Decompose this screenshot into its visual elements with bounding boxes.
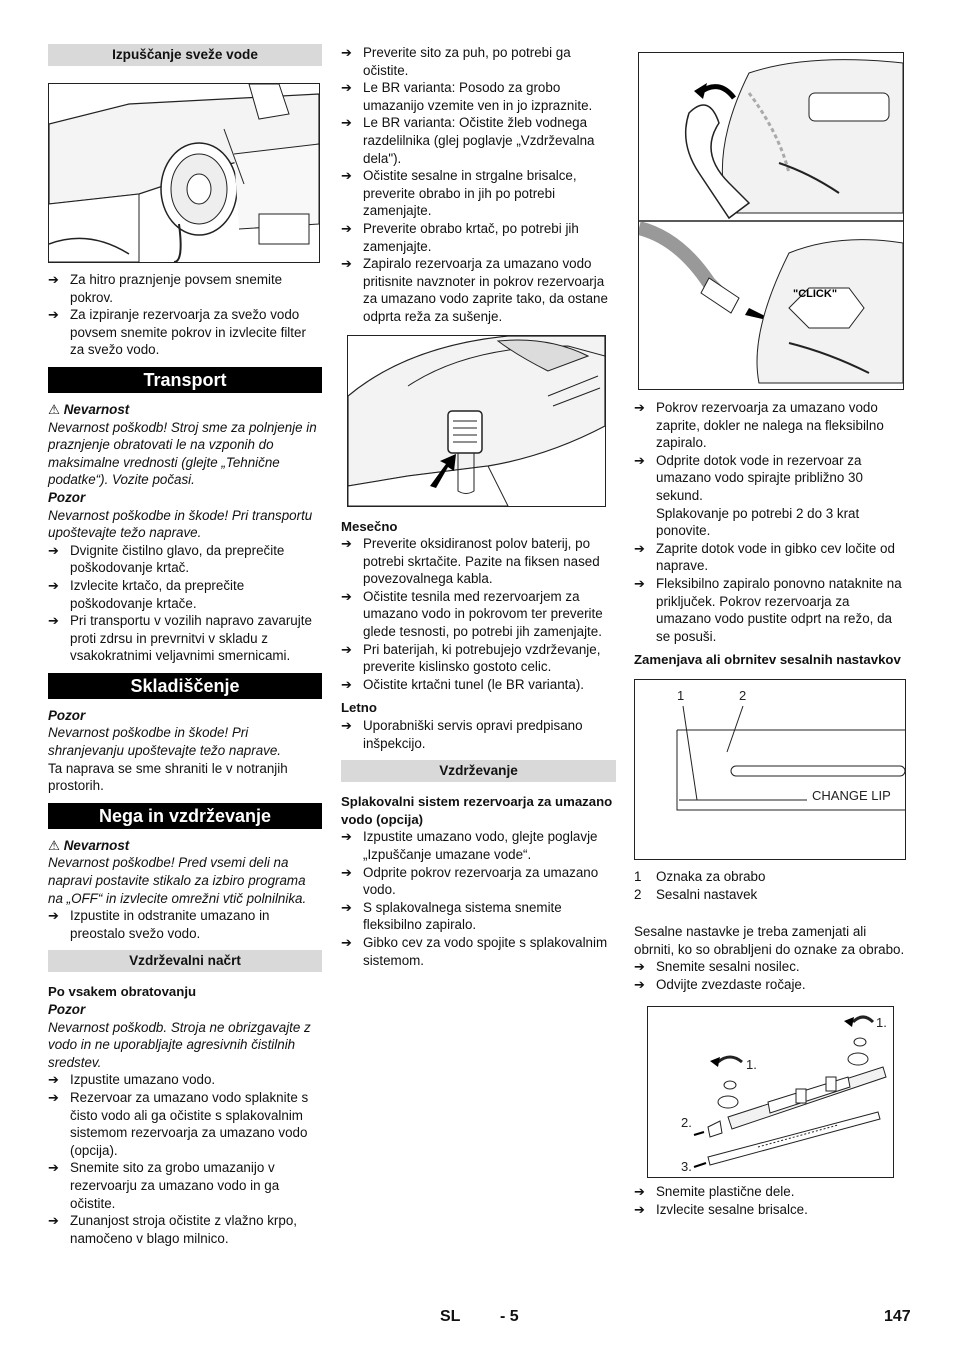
caution-text: Nevarnost poškodbe in škode! Pri transportu upoštevajte težo naprave. <box>48 507 313 541</box>
arrow-right-icon: ➔ <box>341 80 352 96</box>
callout-2: 2 <box>739 687 747 703</box>
arrow-right-icon: ➔ <box>48 1213 59 1229</box>
list-item: ➔ Odprite dotok vode in rezervoar za umazano vodo spirajte približno 30 sekund. <box>634 452 863 503</box>
list-item: ➔ Dvignite čistilno glavo, da preprečite poškodovanje krtač. <box>48 542 285 576</box>
arrow-right-icon: ➔ <box>634 540 645 556</box>
arrow-right-icon: ➔ <box>48 272 59 287</box>
caution-text: Nevarnost poškodb. Stroja ne obrizgavajte z vodo in ne uporabljajte agresivnih čistilnih sredstev. <box>48 1019 311 1070</box>
list-item: ➔ Zapiralo rezervoarja za umazano vodo pritisnite navznoter in pokrov rezervoarja za umazano vodo zaprite tako, da ostane odprta reža za sušenje. <box>341 256 608 324</box>
fresh-water-steps <box>48 271 322 359</box>
arrow-right-icon: ➔ <box>48 613 59 629</box>
storage-text: Ta naprava se sme shraniti le v notranjih prostorih. <box>48 760 288 794</box>
arrow-right-icon: ➔ <box>634 976 645 992</box>
list-item: ➔ Zaprite dotok vode in gibko cev ločite od naprave. <box>634 540 895 574</box>
section-heading-fresh-water: Izpuščanje sveže vode <box>48 44 322 66</box>
column-2 <box>341 44 616 969</box>
monthly-steps <box>341 535 616 693</box>
section-heading-maintenance-plan: Vzdrževalni načrt <box>48 950 322 972</box>
change-lip-label: CHANGE LIP <box>812 787 891 803</box>
figure-fresh-water-drain <box>48 83 320 263</box>
arrow-right-icon: ➔ <box>341 934 352 950</box>
list-item: ➔ Preverite obrabo krtač, po potrebi jih zamenjajte. <box>341 220 579 254</box>
after-each-steps <box>48 1071 322 1247</box>
arrow-right-icon: ➔ <box>48 542 59 558</box>
list-item: ➔ Preverite sito za puh, po potrebi ga očistite. <box>341 45 571 78</box>
arrow-right-icon: ➔ <box>341 718 352 734</box>
arrow-right-icon: ➔ <box>48 577 59 593</box>
danger-text: Nevarnost poškodbe! Pred vsemi deli na napravi postavite stikalo za izbiro programa na „OFF“ in izvlecite omrežni vtič polnilnika. <box>48 855 307 906</box>
list-item: ➔ Snemite sesalni nosilec. <box>634 959 800 975</box>
arrow-right-icon: ➔ <box>341 588 352 604</box>
section-heading-transport: Transport <box>48 367 322 393</box>
arrow-right-icon: ➔ <box>634 1202 645 1218</box>
step-1b-label: 1. <box>746 1057 757 1073</box>
list-item: ➔ Očistite krtačni tunel (le BR varianta). <box>341 676 585 692</box>
arrow-right-icon: ➔ <box>634 400 645 415</box>
list-item: ➔ Le BR varianta: Očistite žleb vodnega razdelilnika (glej poglavje „Vzdrževalna dela"). <box>341 115 595 166</box>
list-item: ➔ Preverite oksidiranost polov baterij, po potrebi skrtačite. Pazite na fiksen nased povezovalnega kabla. <box>341 536 600 587</box>
section-heading-maintenance: Vzdrževanje <box>341 760 616 782</box>
caution-text: Nevarnost poškodbe in škode! Pri shranjevanju upoštevajte težo naprave. <box>48 725 282 759</box>
arrow-right-icon: ➔ <box>341 536 352 552</box>
yearly-steps <box>341 717 616 752</box>
arrow-right-icon: ➔ <box>341 256 352 272</box>
list-item: ➔ Fleksibilno zapiralo ponovno nataknite na priključek. Pokrov rezervoarja za umazano vodo pustite odprt na režo, da se posuši. <box>634 575 902 644</box>
arrow-right-icon: ➔ <box>341 168 352 184</box>
subheading-after-each: Po vsakem obratovanju <box>48 984 197 1000</box>
plan-steps-continued <box>341 44 616 326</box>
list-item: ➔ Snemite sito za grobo umazanijo v rezervoarju za umazano vodo in ga očistite. <box>48 1160 280 1211</box>
caution-label: Pozor <box>48 1002 86 1017</box>
subheading-replace-lips: Zamenjava ali obrnitev sesalnih nastavkov <box>634 652 901 668</box>
page-footer <box>0 1308 954 1328</box>
arrow-right-icon: ➔ <box>48 908 59 924</box>
list-item: ➔ Snemite plastične dele. <box>634 1184 795 1200</box>
arrow-right-icon: ➔ <box>634 452 645 468</box>
subheading-monthly: Mesečno <box>341 518 398 534</box>
list-item: ➔ S splakovalnega sistema snemite fleksibilno zapiralo. <box>341 899 562 933</box>
rinse-note: Splakovanje po potrebi 2 do 3 krat ponovite. <box>656 505 860 539</box>
arrow-right-icon: ➔ <box>341 220 352 236</box>
list-item: ➔ Rezervoar za umazano vodo splaknite s čisto vodo ali ga očistite s splakovalnim sistemom rezervoarja za umazano vodo (opcija). <box>48 1089 309 1158</box>
replace-steps <box>634 958 906 993</box>
list-item: ➔ Uporabniški servis opravi predpisano inšpekcijo. <box>341 718 583 751</box>
care-steps <box>48 907 322 942</box>
list-item: ➔ Le BR varianta: Posodo za grobo umazanijo vzemite ven in jo izpraznite. <box>341 80 593 113</box>
warning-triangle-icon: ⚠ <box>48 401 61 417</box>
disassembly-steps <box>634 1183 906 1218</box>
column-1 <box>48 44 322 1247</box>
legend-item: 1 Oznaka za obrabo <box>634 868 766 884</box>
arrow-right-icon: ➔ <box>341 829 352 845</box>
caution-label: Pozor <box>48 489 86 505</box>
list-item: ➔ Izpustite umazano vodo. <box>48 1072 216 1088</box>
replace-text: Sesalne nastavke je treba zamenjati ali obrniti, ko so obrabljeni do oznake za obrabo. <box>634 924 905 957</box>
arrow-right-icon: ➔ <box>634 1184 645 1200</box>
click-label: "CLICK" <box>793 288 838 300</box>
arrow-right-icon: ➔ <box>341 115 352 131</box>
list-item: ➔ Pokrov rezervoarja za umazano vodo zaprite, dokler ne nalega na fleksibilno zapiralo. <box>634 400 884 451</box>
arrow-right-icon: ➔ <box>634 575 645 591</box>
arrow-right-icon: ➔ <box>341 641 352 657</box>
figure-rinse-connection <box>638 52 904 390</box>
rinse-steps <box>341 828 616 969</box>
danger-text: Nevarnost poškodb! Stroj sme za polnjenje in praznjenje obratovati le na vzponih do maksimalne vrednosti (glejte „Tehnične podatke“). Vozite počasi. <box>48 419 317 488</box>
arrow-right-icon: ➔ <box>48 307 59 323</box>
list-item: ➔ Odvijte zvezdaste ročaje. <box>634 976 806 992</box>
transport-steps <box>48 542 322 665</box>
arrow-right-icon: ➔ <box>341 899 352 915</box>
list-item: ➔ Izpustite in odstranite umazano in preostalo svežo vodo. <box>48 908 270 941</box>
list-item: ➔ Za hitro praznjenje povsem snemite pokrov. <box>48 272 283 305</box>
arrow-right-icon: ➔ <box>341 676 352 692</box>
list-item: ➔ Zunanjost stroja očistite z vlažno krpo, namočeno v blago milnico. <box>48 1213 298 1246</box>
local-page-number: - 5 <box>500 1308 519 1325</box>
arrow-right-icon: ➔ <box>341 864 352 880</box>
figure-squeegee-disassembly <box>647 1006 894 1178</box>
list-item: ➔ Pri baterijah, ki potrebujejo vzdrževanje, preverite kislinsko gostoto celic. <box>341 641 601 675</box>
list-item: ➔ Gibko cev za vodo spojite s splakovalnim sistemom. <box>341 934 608 968</box>
subheading-yearly: Letno <box>341 700 377 716</box>
caution-label: Pozor <box>48 707 86 723</box>
list-item: ➔ Očistite sesalne in strgalne brisalce, preverite obrabo in jih po potrebi zamenjajte. <box>341 168 577 219</box>
list-item: ➔ Izpustite umazano vodo, glejte poglavje „Izpuščanje umazane vode“. <box>341 829 598 862</box>
figure-legend <box>634 868 906 903</box>
list-item: ➔ Izvlecite krtačo, da preprečite poškodovanje krtače. <box>48 577 245 611</box>
step-1-label: 1. <box>876 1015 887 1031</box>
page-number: 147 <box>884 1308 911 1325</box>
step-2-label: 2. <box>681 1115 692 1131</box>
danger-label: ⚠ Nevarnost <box>48 401 130 417</box>
danger-label: ⚠ Nevarnost <box>48 837 130 853</box>
column-3 <box>634 44 906 1219</box>
rinse-steps-final <box>634 540 906 646</box>
list-item: ➔ Za izpiranje rezervoarja za svežo vodo povsem snemite pokrov in izvlecite filter za svežo vodo. <box>48 307 306 358</box>
legend-item: 2 Sesalni nastavek <box>634 886 758 902</box>
figure-change-lip <box>634 679 906 860</box>
arrow-right-icon: ➔ <box>341 45 352 60</box>
list-item: ➔ Odprite pokrov rezervoarja za umazano vodo. <box>341 864 599 898</box>
language-code: SL <box>440 1308 461 1325</box>
subheading-rinse-system: Splakovalni sistem rezervoarja za umazano vodo (opcija) <box>341 794 613 827</box>
list-item: ➔ Izvlecite sesalne brisalce. <box>634 1202 808 1218</box>
warning-triangle-icon: ⚠ <box>48 837 61 853</box>
section-heading-care: Nega in vzdrževanje <box>48 803 322 829</box>
figure-tank-lid-latch <box>347 335 606 507</box>
list-item: ➔ Pri transportu v vozilih napravo zavarujte proti zdrsu in prevrnitvi v skladu z vsakokratnimi veljavnimi smernicami. <box>48 613 312 664</box>
section-heading-storage: Skladiščenje <box>48 673 322 699</box>
list-item: ➔ Očistite tesnila med rezervoarjem za umazano vodo in pokrovom ter preverite glede tesnosti, po potrebi jih zamenjajte. <box>341 588 603 640</box>
rinse-steps-continued <box>634 399 906 505</box>
arrow-right-icon: ➔ <box>48 1160 59 1176</box>
step-3-label: 3. <box>681 1159 692 1175</box>
arrow-right-icon: ➔ <box>48 1089 59 1105</box>
arrow-right-icon: ➔ <box>48 1072 59 1088</box>
callout-1: 1 <box>677 687 685 703</box>
arrow-right-icon: ➔ <box>634 959 645 975</box>
